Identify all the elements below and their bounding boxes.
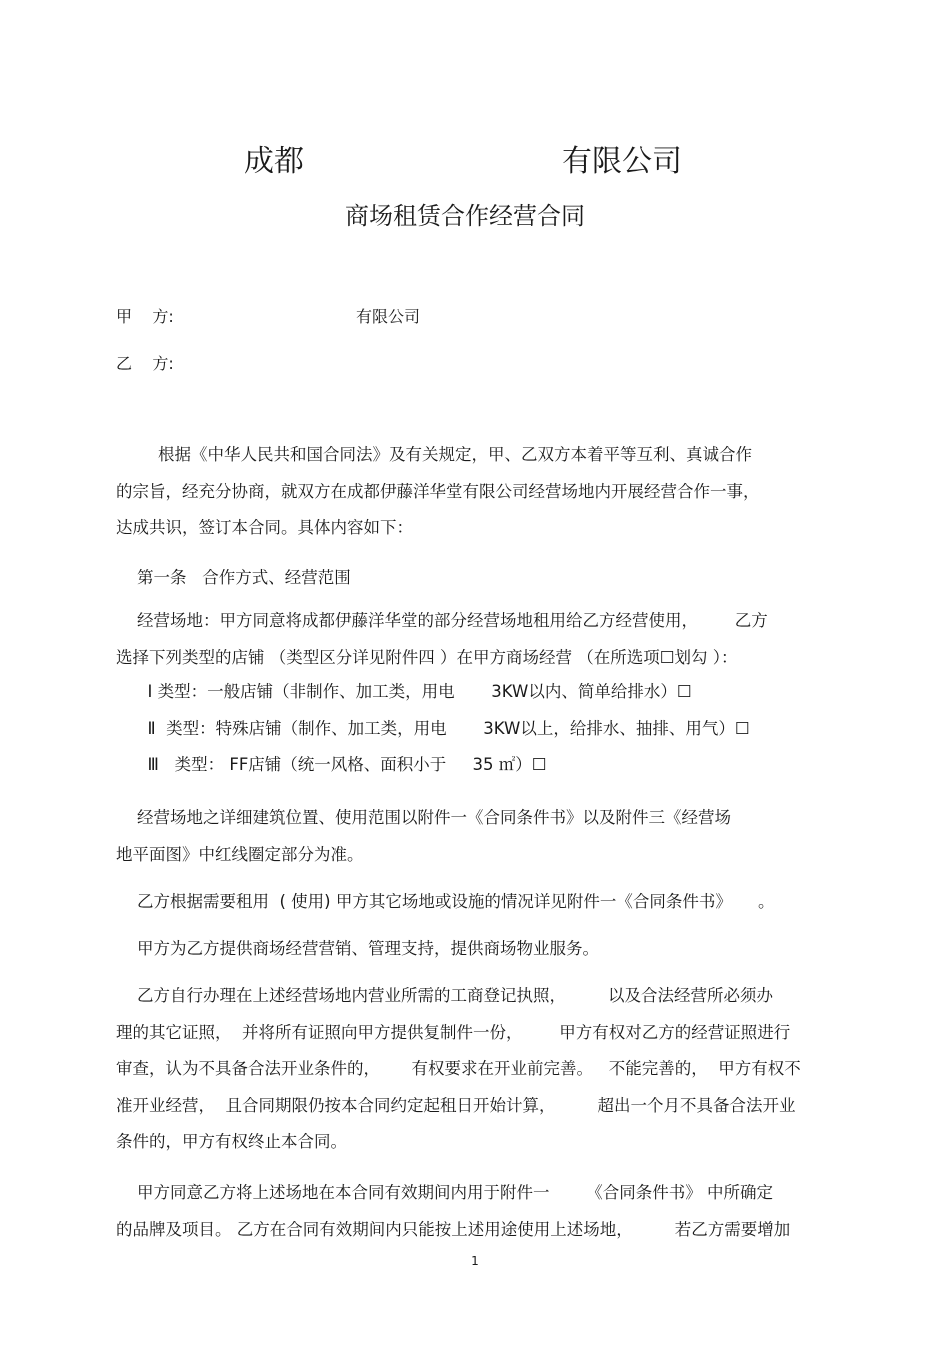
paragraph-line: 的品牌及项目。 乙方在合同有效期间内只能按上述用途使用上述场地， 若乙方需要增加 xyxy=(116,1219,791,1239)
store-type-list xyxy=(116,674,832,784)
location-paragraph xyxy=(116,800,832,873)
paragraph-line: 乙方自行办理在上述经营场地内营业所需的工商登记执照， 以及合法经营所必须办 xyxy=(116,986,773,1005)
paragraph-line: 的宗旨，经充分协商，就双方在成都伊藤洋华堂有限公司经营场地内开展经营合作一事， xyxy=(116,481,760,501)
page-number: 1 xyxy=(471,1254,479,1268)
article-1-heading xyxy=(116,560,832,597)
license-paragraph xyxy=(116,978,832,1161)
store-type-option: Ⅰ 类型：一般店铺（非制作、加工类，用电 3KW以内、简单给排水）☐ xyxy=(116,682,692,701)
store-type-option: Ⅱ 类型：特殊店铺（制作、加工类，用电 3KW以上，给排水、抽排、用气）☐ xyxy=(116,718,750,738)
paragraph-line: 达成共识，签订本合同。具体内容如下： xyxy=(116,518,413,538)
paragraph-line: 根据《中华人民共和国合同法》及有关规定，甲、乙双方本着平等互利、真诚合作 xyxy=(116,445,752,464)
site-paragraph xyxy=(116,603,832,676)
paragraph-line: 审查，认为不具备合法开业条件的， 有权要求在开业前完善。 不能完善的， 甲方有权不 xyxy=(116,1059,801,1079)
paragraph-line: 选择下列类型的店铺 （类型区分详见附件四 ）在甲方商场经营 （在所选项☐划勾 ）： xyxy=(116,647,738,667)
paragraph-line: 经营场地之详细建筑位置、使用范围以附件一《合同条件书》以及附件三《经营场 xyxy=(116,808,731,827)
paragraph-line: 理的其它证照， 并将所有证照向甲方提供复制件一份， 甲方有权对乙方的经营证照进行 xyxy=(116,1022,791,1042)
paragraph-line: 条件的，甲方有权终止本合同。 xyxy=(116,1132,347,1152)
party-a-label: 甲 方: xyxy=(116,307,174,326)
paragraph-line: 经营场地：甲方同意将成都伊藤洋华堂的部分经营场地租用给乙方经营使用， 乙方 xyxy=(116,611,768,630)
contract-subtitle: 商场租赁合作经营合同 xyxy=(345,202,585,230)
support-paragraph xyxy=(116,931,832,968)
store-type-option: Ⅲ 类型： FF店铺（统一风格、面积小于 35 ㎡）☐ xyxy=(116,755,547,775)
paragraph-line: 甲方同意乙方将上述场地在本合同有效期间内用于附件一 《合同条件书》 中所确定 xyxy=(116,1183,773,1202)
title-city: 成都 xyxy=(244,144,304,179)
paragraph-line: 第一条 合作方式、经营范围 xyxy=(116,568,351,587)
party-a-value: 有限公司 xyxy=(356,307,421,326)
paragraph-line: 甲方为乙方提供商场经营营销、管理支持，提供商场物业服务。 xyxy=(116,939,599,958)
usage-paragraph xyxy=(116,1175,832,1248)
paragraph-line: 准开业经营， 且合同期限仍按本合同约定起租日开始计算， 超出一个月不具备合法开业 xyxy=(116,1095,796,1115)
title-company: 有限公司 xyxy=(562,144,682,179)
intro-paragraph xyxy=(116,437,832,547)
party-b-label: 乙 方: xyxy=(116,354,174,373)
paragraph-line: 乙方根据需要租用 ( 使用) 甲方其它场地或设施的情况详见附件一《合同条件书》 。 xyxy=(116,892,775,911)
other-sites-paragraph xyxy=(116,884,832,921)
paragraph-line: 地平面图》中红线圈定部分为准。 xyxy=(116,844,364,864)
